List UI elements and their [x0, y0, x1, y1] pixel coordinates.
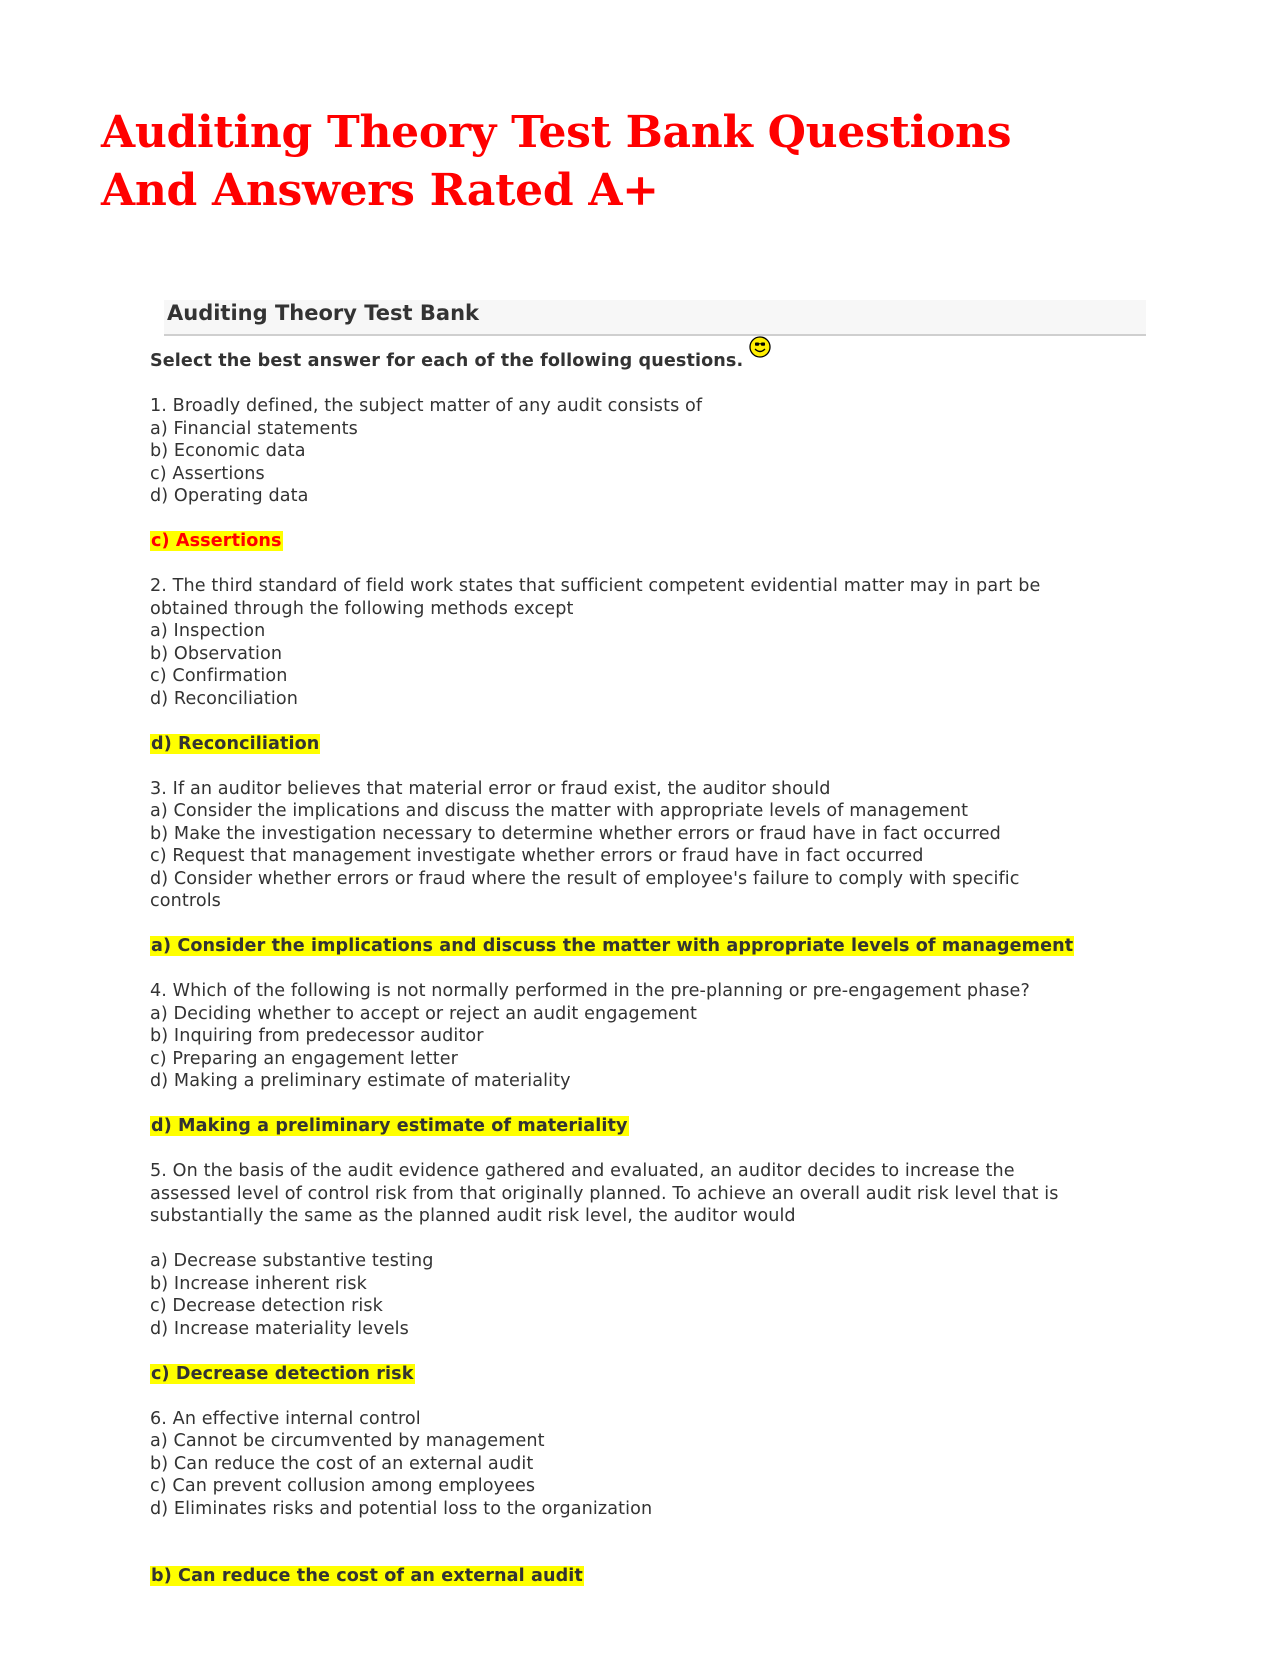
section-title: Auditing Theory Test Bank — [167, 301, 479, 325]
option-c: c) Can prevent collusion among employees — [150, 1476, 536, 1496]
option-d: d) Consider whether errors or fraud where the result of employee's failure to comply with specific — [150, 868, 1020, 889]
instructions — [150, 346, 1140, 373]
question-text: 4. Which of the following is not normally performed in the pre-planning or pre-engagement phase? — [150, 981, 1030, 1001]
option-c: c) Preparing an engagement letter — [150, 1048, 458, 1069]
option-b: b) Can reduce the cost of an external audit — [150, 1453, 534, 1474]
answer-highlight: d) Reconciliation — [151, 733, 320, 754]
question-text-continued: assessed level of control risk from that originally planned. To achieve an overall audit risk level that is — [150, 1183, 1059, 1204]
option-a: a) Decrease substantive testing — [150, 1251, 434, 1271]
option-d-continued: controls — [150, 891, 221, 911]
option-c: c) Assertions — [150, 463, 265, 484]
answer-2 — [150, 733, 1140, 756]
option-a: a) Deciding whether to accept or reject an audit engagement — [150, 1003, 698, 1024]
option-b: b) Observation — [150, 643, 283, 664]
option-d: d) Reconciliation — [150, 688, 298, 709]
answer-highlight: d) Making a preliminary estimate of materiality — [151, 1116, 628, 1136]
answer-highlight: a) Consider the implications and discuss the matter with appropriate levels of management — [151, 936, 1074, 956]
question-5 — [150, 1160, 1140, 1408]
instructions-text: Select the best answer for each of the following questions. — [150, 351, 744, 371]
option-c: c) Confirmation — [150, 666, 288, 686]
option-d: d) Operating data — [150, 486, 309, 506]
question-2 — [150, 575, 1140, 778]
question-6 — [150, 1408, 1140, 1588]
option-b: b) Make the investigation necessary to determine whether errors or fraud have in fact occurred — [150, 823, 1001, 844]
option-c: c) Decrease detection risk — [150, 1296, 383, 1316]
option-a: a) Consider the implications and discuss the matter with appropriate levels of management — [150, 801, 969, 821]
option-d: d) Eliminates risks and potential loss to the organization — [150, 1498, 653, 1519]
question-4 — [150, 980, 1140, 1160]
document-title: Auditing Theory Test Bank Questions And Answers Rated A+ — [101, 107, 1012, 216]
option-b: b) Economic data — [150, 441, 306, 461]
option-b: b) Increase inherent risk — [150, 1273, 367, 1294]
smiley-face-icon — [749, 336, 771, 358]
answer-4 — [150, 1115, 1140, 1138]
question-text: 3. If an auditor believes that material error or fraud exist, the auditor should — [150, 778, 831, 799]
option-c: c) Request that management investigate whether errors or fraud have in fact occurred — [150, 846, 924, 866]
answer-highlight: c) Assertions — [151, 531, 282, 551]
question-text: 1. Broadly defined, the subject matter of any audit consists of — [150, 396, 703, 416]
question-list — [150, 343, 1140, 1588]
question-text-continued: obtained through the following methods except — [150, 598, 574, 619]
answer-3 — [150, 935, 1140, 958]
answer-highlight: b) Can reduce the cost of an external audit — [151, 1566, 583, 1586]
answer-1 — [150, 530, 1140, 553]
answer-5 — [150, 1363, 1140, 1386]
option-d: d) Making a preliminary estimate of materiality — [150, 1071, 571, 1091]
answer-highlight: c) Decrease detection risk — [151, 1363, 414, 1384]
question-text: 6. An effective internal control — [150, 1408, 421, 1429]
option-a: a) Financial statements — [150, 418, 358, 439]
section-header — [164, 300, 1146, 336]
option-d: d) Increase materiality levels — [150, 1318, 409, 1339]
answer-6 — [150, 1565, 1140, 1588]
question-text: 5. On the basis of the audit evidence gathered and evaluated, an auditor decides to increase the — [150, 1161, 1015, 1181]
option-b: b) Inquiring from predecessor auditor — [150, 1026, 484, 1046]
option-a: a) Inspection — [150, 621, 266, 641]
question-text-continued: substantially the same as the planned audit risk level, the auditor would — [150, 1206, 796, 1226]
question-3 — [150, 778, 1140, 981]
option-a: a) Cannot be circumvented by management — [150, 1431, 545, 1451]
question-text: 2. The third standard of field work states that sufficient competent evidential matter may in part be — [150, 576, 1041, 596]
question-1 — [150, 395, 1140, 575]
